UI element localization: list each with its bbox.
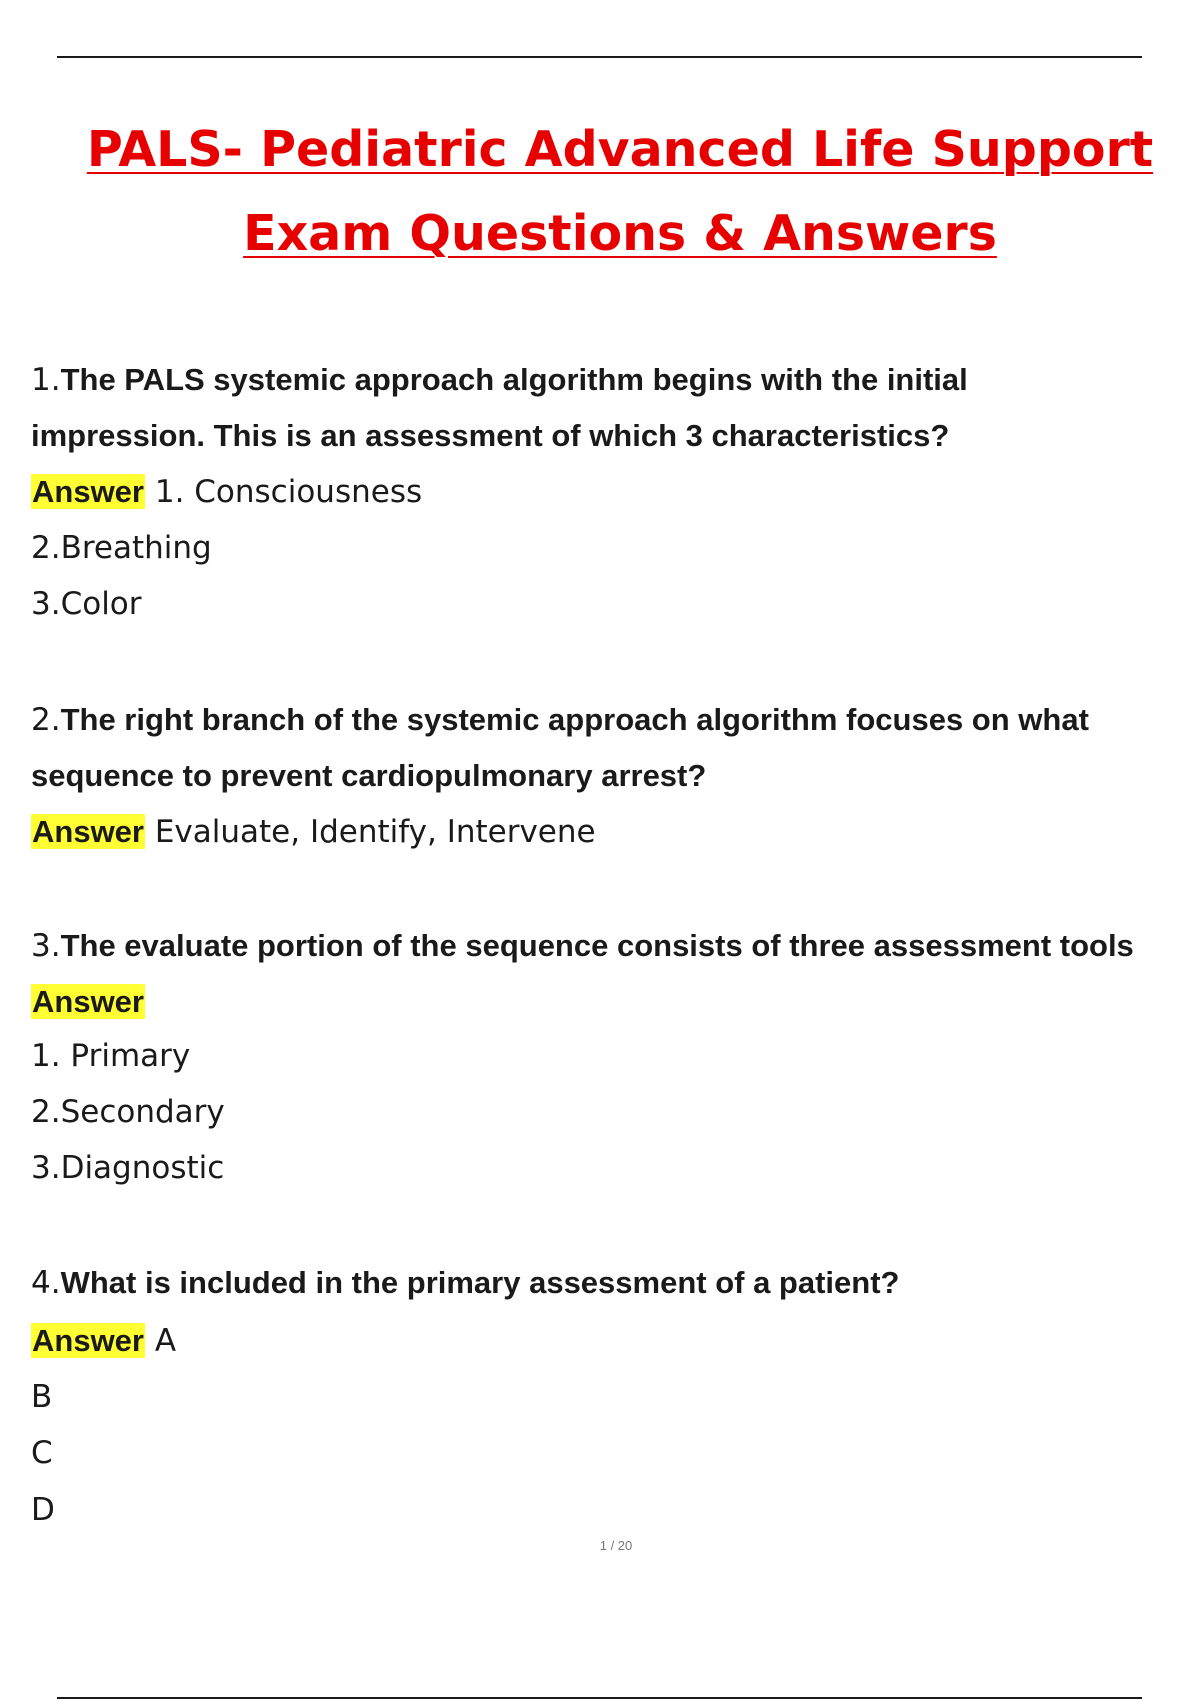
question-number: 1. [31,362,61,398]
question-number: 4. [31,1265,61,1301]
question-3-line-1 [31,926,1134,966]
answer-4-line-2: B [31,1379,53,1415]
question-text: The evaluate portion of the sequence consists of three assessment tools [60,928,1134,963]
answer-label: Answer [32,474,144,509]
question-1-line-2 [31,416,949,456]
question-text: What is included in the primary assessment of a patient? [60,1265,900,1300]
answer-4-line-4: D [31,1492,55,1528]
question-text: impression. This is an assessment of which 3 characteristics? [31,418,950,453]
answer-3-line-3: 3.Diagnostic [31,1150,225,1186]
page-title [0,108,1200,276]
question-4-line-1 [31,1263,900,1303]
answer-text: Evaluate, Identify, Intervene [154,814,596,850]
answer-text: 1. Consciousness [154,474,423,510]
answer-3 [31,982,145,1022]
answer-3-line-2: 2.Secondary [31,1094,225,1130]
page-indicator: 1 / 20 [599,1538,633,1553]
answer-3-line-1: 1. Primary [31,1038,191,1074]
question-text: The right branch of the systemic approach algorithm focuses on what [60,702,1089,737]
title-line-1: PALS- Pediatric Advanced Life Support [86,121,1154,178]
answer-4 [31,1321,176,1361]
answer-label: Answer [32,814,144,849]
question-text: sequence to prevent cardiopulmonary arrest? [31,758,707,793]
answer-1-line-3: 3.Color [31,586,142,622]
answer-label: Answer [32,984,144,1019]
answer-1-line-2: 2.Breathing [31,530,212,566]
question-2-line-2 [31,756,706,796]
answer-text: A [154,1323,177,1359]
question-2-line-1 [31,700,1089,740]
question-1-line-1 [31,360,968,400]
bottom-rule [57,1697,1142,1699]
question-number: 3. [31,928,61,964]
question-number: 2. [31,702,61,738]
answer-2 [31,812,596,852]
title-line-2: Exam Questions & Answers [243,205,997,262]
question-text: The PALS systemic approach algorithm begins with the initial [60,362,968,397]
answer-label: Answer [32,1323,144,1358]
answer-1 [31,472,422,512]
top-rule [57,56,1142,58]
answer-4-line-3: C [31,1435,53,1471]
